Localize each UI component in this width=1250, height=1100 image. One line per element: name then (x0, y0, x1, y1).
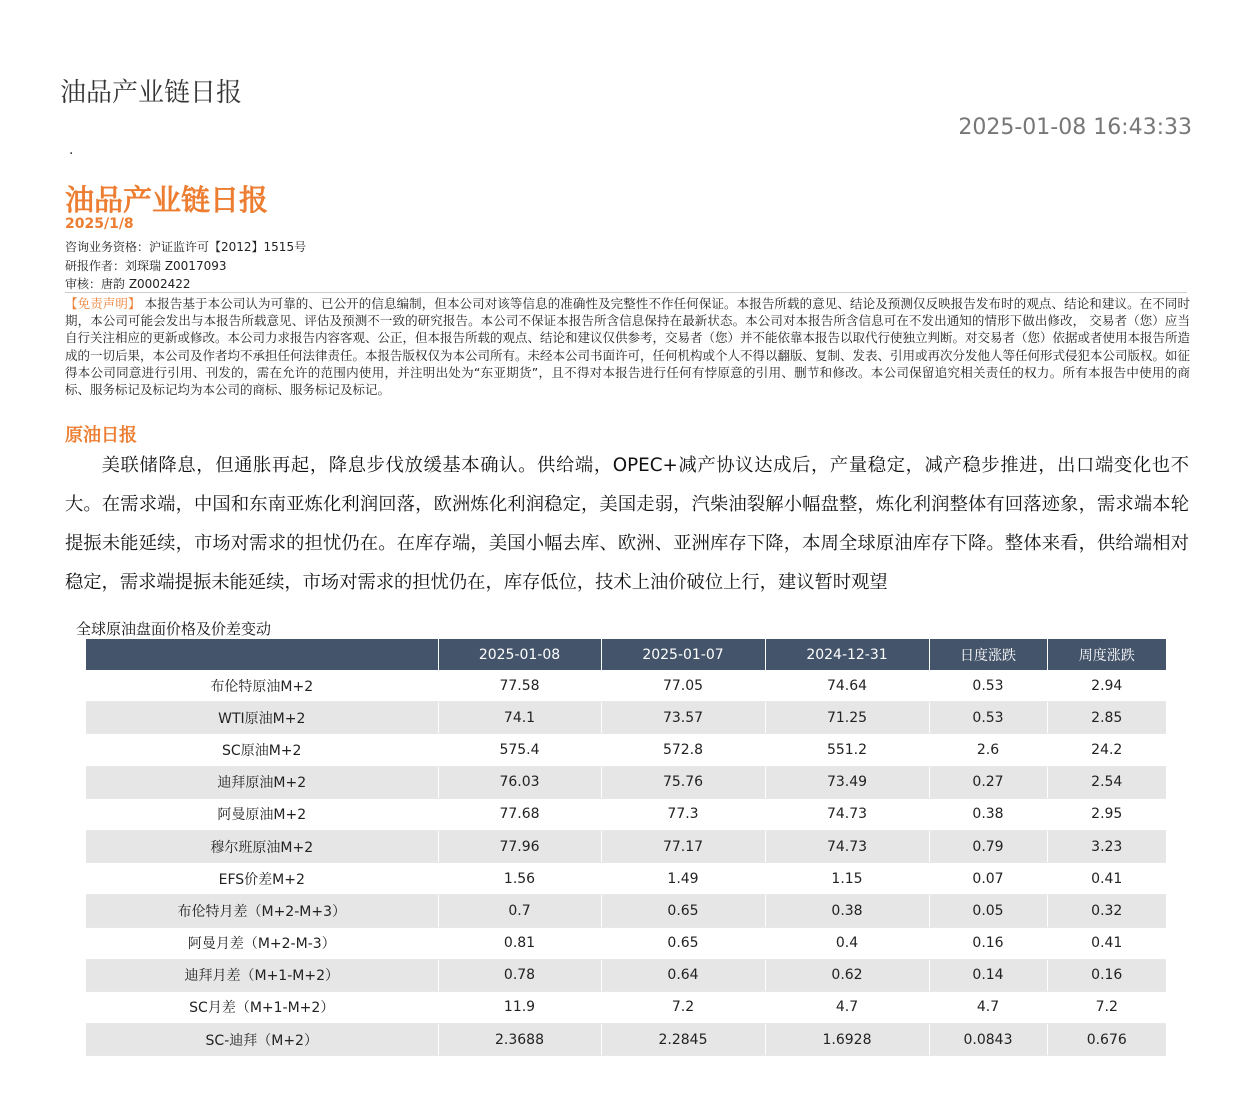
divider (65, 292, 1187, 293)
table-cell: 2.3688 (438, 1024, 601, 1056)
table-row (86, 702, 1166, 734)
table-cell: 2.6 (929, 734, 1047, 766)
table-cell: 0.79 (929, 830, 1047, 862)
table-header-cell: 2025-01-07 (601, 639, 765, 670)
table-cell: 1.15 (765, 863, 929, 895)
table-cell: 74.73 (765, 830, 929, 862)
row-label-cell: EFS价差M+2 (86, 863, 438, 895)
table-cell: 0.41 (1047, 927, 1166, 959)
author-info: 研报作者：刘琛瑞 Z0017093 (65, 259, 227, 273)
row-label-cell: SC原油M+2 (86, 734, 438, 766)
table-cell: 75.76 (601, 766, 765, 798)
report-date: 2025/1/8 (65, 216, 134, 232)
table-cell: 2.95 (1047, 798, 1166, 830)
table-cell: 7.2 (1047, 991, 1166, 1023)
table-cell: 0.7 (438, 895, 601, 927)
table-cell: 73.57 (601, 702, 765, 734)
section-body: 美联储降息，但通胀再起，降息步伐放缓基本确认。供给端，OPEC+减产协议达成后，产量稳定，减产稳步推进，出口端变化也不大。在需求端，中国和东南亚炼化利润回落，欧洲炼化利润稳定，美国走弱，汽柴油裂解小幅盘整，炼化利润整体有回落迹象，需求端本轮提振未能延续，市场对需求的担忧仍在。在库存端，美国小幅去库、欧洲、亚洲库存下降，本周全球原油库存下降。整体来看，供给端相对稳定，需求端提振未能延续，市场对需求的担忧仍在，库存低位，技术上油价破位上行，建议暂时观望 (65, 455, 1189, 593)
table-cell: 0.62 (765, 959, 929, 991)
page-title: 油品产业链日报 (60, 78, 243, 108)
row-label-cell: WTI原油M+2 (86, 702, 438, 734)
disclaimer (65, 295, 1190, 398)
table-row (86, 670, 1166, 702)
table-row (86, 895, 1166, 927)
row-label-cell: 迪拜原油M+2 (86, 766, 438, 798)
row-label-cell: 穆尔班原油M+2 (86, 830, 438, 862)
table-cell: 77.17 (601, 830, 765, 862)
table-cell: 0.0843 (929, 1024, 1047, 1056)
table-cell: 0.07 (929, 863, 1047, 895)
table-header-cell: 2024-12-31 (765, 639, 929, 670)
table-cell: 0.65 (601, 927, 765, 959)
section-title: 原油日报 (65, 425, 137, 446)
row-label-cell: 阿曼月差（M+2-M-3） (86, 927, 438, 959)
table-row (86, 959, 1166, 991)
table-cell: 0.676 (1047, 1024, 1166, 1056)
table-cell: 0.4 (765, 927, 929, 959)
table-body (86, 670, 1166, 1056)
table-cell: 2.85 (1047, 702, 1166, 734)
table-row (86, 863, 1166, 895)
table-cell: 4.7 (765, 991, 929, 1023)
table-cell: 24.2 (1047, 734, 1166, 766)
table-row (86, 798, 1166, 830)
table-cell: 0.78 (438, 959, 601, 991)
table-header-cell: 周度涨跌 (1047, 639, 1166, 670)
table-row (86, 766, 1166, 798)
table-cell: 77.05 (601, 670, 765, 702)
table-cell: 71.25 (765, 702, 929, 734)
report-title: 油品产业链日报 (65, 183, 269, 217)
table-row (86, 734, 1166, 766)
table-cell: 1.49 (601, 863, 765, 895)
table-cell: 0.53 (929, 670, 1047, 702)
table-cell: 2.54 (1047, 766, 1166, 798)
table-cell: 77.68 (438, 798, 601, 830)
bullet-dot: . (69, 142, 74, 158)
table-cell: 7.2 (601, 991, 765, 1023)
table-cell: 77.3 (601, 798, 765, 830)
table-cell: 0.41 (1047, 863, 1166, 895)
table-header-row (86, 639, 1166, 670)
table-row (86, 927, 1166, 959)
table-cell: 74.1 (438, 702, 601, 734)
table-cell: 4.7 (929, 991, 1047, 1023)
table-cell: 1.56 (438, 863, 601, 895)
table-cell: 0.27 (929, 766, 1047, 798)
table-cell: 572.8 (601, 734, 765, 766)
table-cell: 76.03 (438, 766, 601, 798)
table-cell: 77.96 (438, 830, 601, 862)
row-label-cell: SC-迪拜（M+2） (86, 1024, 438, 1056)
table-header-cell: 日度涨跌 (929, 639, 1047, 670)
price-table (86, 639, 1166, 1056)
table-cell: 0.16 (1047, 959, 1166, 991)
row-label-cell: 布伦特月差（M+2-M+3） (86, 895, 438, 927)
table-cell: 0.65 (601, 895, 765, 927)
table-cell: 0.64 (601, 959, 765, 991)
table-cell: 0.05 (929, 895, 1047, 927)
table-header-cell: 2025-01-08 (438, 639, 601, 670)
table-cell: 2.94 (1047, 670, 1166, 702)
timestamp: 2025-01-08 16:43:33 (958, 115, 1192, 140)
table-cell: 0.53 (929, 702, 1047, 734)
table-row (86, 830, 1166, 862)
table-cell: 575.4 (438, 734, 601, 766)
table-row (86, 1024, 1166, 1056)
license-info: 咨询业务资格：沪证监许可【2012】1515号 (65, 240, 307, 254)
disclaimer-label: 【免责声明】 (65, 296, 141, 311)
table-cell: 0.32 (1047, 895, 1166, 927)
table-cell: 0.16 (929, 927, 1047, 959)
row-label-cell: 布伦特原油M+2 (86, 670, 438, 702)
row-label-cell: 阿曼原油M+2 (86, 798, 438, 830)
table-cell: 0.38 (929, 798, 1047, 830)
table-cell: 11.9 (438, 991, 601, 1023)
table-cell: 73.49 (765, 766, 929, 798)
table-cell: 551.2 (765, 734, 929, 766)
table-cell: 3.23 (1047, 830, 1166, 862)
table-cell: 1.6928 (765, 1024, 929, 1056)
table-cell: 2.2845 (601, 1024, 765, 1056)
table-cell: 0.81 (438, 927, 601, 959)
disclaimer-text: 本报告基于本公司认为可靠的、已公开的信息编制，但本公司对该等信息的准确性及完整性不作任何保证。本报告所载的意见、结论及预测仅反映报告发布时的观点、结论和建议。在不同时期，本公司可能会发出与本报告所载意见、评估及预测不一致的研究报告。本公司不保证本报告所含信息保持在最新状态。本公司对本报告所含信息可在不发出通知的情形下做出修改， 交易者（您）应当自行关注相应的更新或修改。本公司力求报告内容客观、公正，但本报告所载的观点、结论和建议仅供参考，交易者（您）并不能依靠本报告以取代行使独立判断。对交易者（您）依据或者使用本报告所造成的一切后果，本公司及作者均不承担任何法律责任。本报告版权仅为本公司所有。未经本公司书面许可，任何机构或个人不得以翻版、复制、发表、引用或再次分发他人等任何形式侵犯本公司版权。如征得本公司同意进行引用、刊发的，需在允许的范围内使用，并注明出处为“东亚期货”，且不得对本报告进行任何有悖原意的引用、删节和修改。本公司保留追究相关责任的权力。所有本报告中使用的商标、服务标记及标记均为本公司的商标、服务标记及标记。 (65, 296, 1191, 398)
table-header-cell (86, 639, 438, 670)
table-cell: 74.64 (765, 670, 929, 702)
reviewer-info: 审核：唐韵 Z0002422 (65, 277, 191, 291)
table-caption: 全球原油盘面价格及价差变动 (76, 620, 272, 638)
table-row (86, 991, 1166, 1023)
table-cell: 0.14 (929, 959, 1047, 991)
table-cell: 77.58 (438, 670, 601, 702)
table-cell: 74.73 (765, 798, 929, 830)
row-label-cell: SC月差（M+1-M+2） (86, 991, 438, 1023)
table-cell: 0.38 (765, 895, 929, 927)
row-label-cell: 迪拜月差（M+1-M+2） (86, 959, 438, 991)
